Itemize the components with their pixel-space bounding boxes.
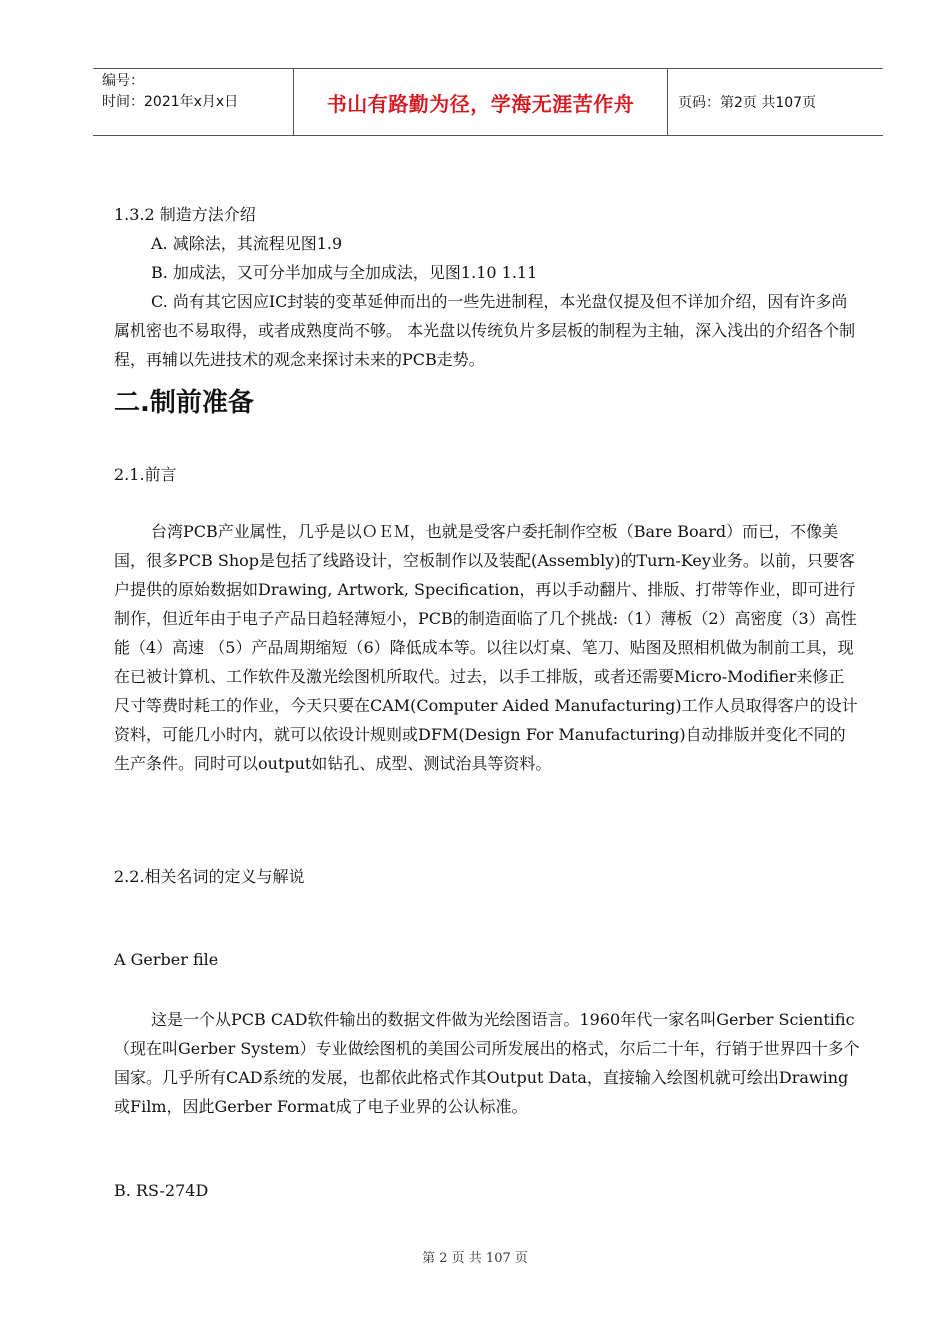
term-a-body <box>114 1005 860 1121</box>
section-title: 2.1.前言 <box>114 465 177 484</box>
page-header <box>93 68 883 136</box>
paragraph: 这是一个从PCB CAD软件输出的数据文件做为光绘图语言。1960年代一家名叫Gerber Scientific（现在叫Gerber System）专业做绘图机的美国公司所发展出的格式，尔后二十年，行销于世界四十多个国家。几乎所有CAD系统的发展，也都依此格式作其Output Data，直接输入绘图机就可绘出Drawing或Film，因此Gerber Format成了电子业界的公认标准。 <box>114 1010 860 1116</box>
document-time-label: 时间：2021年x月x日 <box>102 94 239 110</box>
header-motto: 书山有路勤为径，学海无涯苦作舟 <box>294 69 668 135</box>
paragraph: C. 尚有其它因应IC封装的变革延伸而出的一些先进制程，本光盘仅提及但不详加介绍，因有许多尚属机密也不易取得，或者成熟度尚不够。 本光盘以传统负片多层板的制程为主轴，深入浅出的介绍各个制程，再辅以先进技术的观念来探讨未来的PCB走势。 <box>114 292 856 369</box>
paragraph: B. 加成法，又可分半加成与全加成法，见图1.10 1.11 <box>151 263 538 282</box>
header-page-info: 页码：第2页 共107页 <box>678 95 817 111</box>
paragraph: A. 减除法，其流程见图1.9 <box>151 234 343 253</box>
section-2-1-body <box>114 517 860 778</box>
section-1-3-2 <box>114 200 860 374</box>
paragraph: 台湾PCB产业属性，几乎是以ＯＥＭ，也就是受客户委托制作空板（Bare Board）而已，不像美国，很多PCB Shop是包括了线路设计，空板制作以及装配(Assembly)的Turn-Key业务。以前，只要客户提供的原始数据如Drawing, Artwork, Specification，再以手动翻片、排版、打带等作业，即可进行制作，但近年由于电子产品日趋轻薄短小，PCB的制造面临了几个挑战:（1）薄板（2）高密度（3）高性能（4）高速 （5）产品周期缩短（6）降低成本等。以往以灯桌、笔刀、贴图及照相机做为制前工具，现在已被计算机、工作软件及激光绘图机所取代。过去，以手工排版，或者还需要Micro-Modifier来修正尺寸等费时耗工的作业，今天只要在CAM(Computer Aided Manufacturing)工作人员取得客户的设计资料，可能几小时内，就可以依设计规则或DFM(Design For Manufacturing)自动排版并变化不同的生产条件。同时可以output如钻孔、成型、测试治具等资料。 <box>114 522 858 773</box>
term-title: A Gerber file <box>114 950 219 969</box>
chapter-heading: 二.制前准备 <box>114 388 254 418</box>
document-number-label: 编号： <box>102 73 144 89</box>
page-footer: 第 2 页 共 107 页 <box>422 1251 528 1266</box>
section-title: 2.2.相关名词的定义与解说 <box>114 867 305 886</box>
header-meta <box>93 69 294 135</box>
term-title: B. RS-274D <box>114 1181 209 1200</box>
section-title: 1.3.2 制造方法介绍 <box>114 205 256 224</box>
